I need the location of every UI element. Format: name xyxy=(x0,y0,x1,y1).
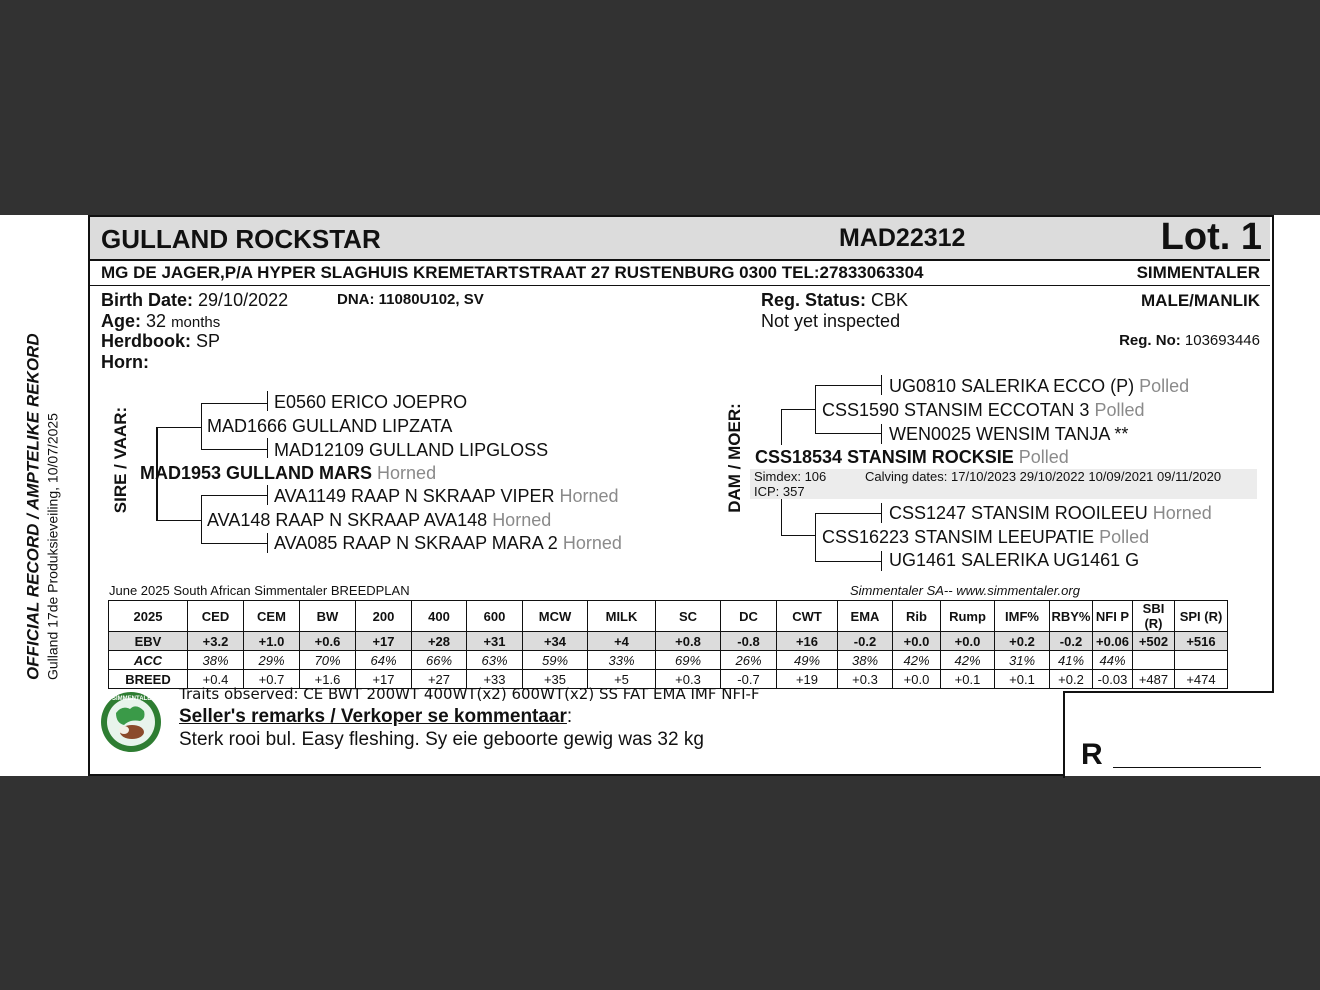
reserve-line xyxy=(1113,767,1261,768)
ebv-cell: +17 xyxy=(356,632,412,651)
ebv-cell: -0.2 xyxy=(838,632,893,651)
ebv-cell: +1.6 xyxy=(300,670,356,689)
dam-simdex: Simdex: 106 xyxy=(754,469,827,484)
reg-number: Reg. No: 103693446 xyxy=(1119,332,1260,349)
ebv-cell: +1.0 xyxy=(244,632,300,651)
ebv-cell: 63% xyxy=(467,651,523,670)
ebv-cell: SBI (R) xyxy=(1133,601,1175,632)
ebv-cell: +33 xyxy=(467,670,523,689)
ebv-cell: 26% xyxy=(721,651,777,670)
ebv-cell: 2025 xyxy=(109,601,188,632)
owner-bar xyxy=(90,261,1270,286)
dam-name: CSS18534 STANSIM ROCKSIE Polled xyxy=(755,447,1069,467)
ebv-cell: +3.2 xyxy=(188,632,244,651)
acc-row xyxy=(109,651,1228,670)
ebv-cell: +28 xyxy=(412,632,467,651)
ebv-cell: 42% xyxy=(941,651,995,670)
ebv-cell: +0.7 xyxy=(244,670,300,689)
ebv-cell: 400 xyxy=(412,601,467,632)
ebv-cell: 29% xyxy=(244,651,300,670)
ebv-cell: +0.0 xyxy=(893,632,941,651)
ebv-cell: 59% xyxy=(523,651,588,670)
ebv-cell: +0.8 xyxy=(656,632,721,651)
ebv-cell: 66% xyxy=(412,651,467,670)
ebv-cell: 49% xyxy=(777,651,838,670)
ebv-cell: 64% xyxy=(356,651,412,670)
ebv-cell: -0.03 xyxy=(1093,670,1133,689)
sale-label: Gulland 17de Produksieveiling, 10/07/2025 xyxy=(44,413,61,680)
ebv-cell: NFI P xyxy=(1093,601,1133,632)
dam-sire-dam: WEN0025 WENSIM TANJA ** xyxy=(889,424,1129,444)
ebv-cell: +0.1 xyxy=(995,670,1050,689)
reserve-box xyxy=(1063,691,1272,778)
ebv-cell: 31% xyxy=(995,651,1050,670)
simmentaler-logo xyxy=(100,691,162,753)
ebv-cell: CWT xyxy=(777,601,838,632)
ebv-cell: CEM xyxy=(244,601,300,632)
ebv-cell: +5 xyxy=(588,670,656,689)
traits-observed: Traits observed: CE BWT 200WT 400WT(x2) 600WT(x2) SS FAT EMA IMF NFI-F xyxy=(179,685,760,703)
dam-dam: CSS16223 STANSIM LEEUPATIE Polled xyxy=(822,527,1150,547)
ebv-cell: +19 xyxy=(777,670,838,689)
ebv-cell: +0.2 xyxy=(1050,670,1093,689)
ebv-cell: BREED xyxy=(109,670,188,689)
logo-text: SIMMENTALER xyxy=(112,696,156,702)
ebv-cell: -0.8 xyxy=(721,632,777,651)
ebv-cell: 38% xyxy=(838,651,893,670)
breedplan-title: June 2025 South African Simmentaler BREEDPLAN xyxy=(109,583,410,598)
ebv-cell: 44% xyxy=(1093,651,1133,670)
reg-status: Reg. Status: CBK xyxy=(761,290,909,310)
ebv-cell: +16 xyxy=(777,632,838,651)
ebv-cell: EBV xyxy=(109,632,188,651)
ebv-cell: DC xyxy=(721,601,777,632)
ebv-cell: IMF% xyxy=(995,601,1050,632)
ebv-header-row xyxy=(109,601,1228,632)
ebv-cell: +0.6 xyxy=(300,632,356,651)
ebv-cell: 70% xyxy=(300,651,356,670)
sire-dam-dam: AVA085 RAAP N SKRAAP MARA 2 Horned xyxy=(274,533,622,553)
dam-dam-dam: UG1461 SALERIKA UG1461 G xyxy=(889,550,1140,570)
horn-label: Horn: xyxy=(101,352,149,372)
ebv-cell: Rib xyxy=(893,601,941,632)
sex-label: MALE/MANLIK xyxy=(1141,291,1260,310)
ebv-cell: SPI (R) xyxy=(1175,601,1228,632)
ebv-cell: +502 xyxy=(1133,632,1175,651)
ebv-cell: +0.4 xyxy=(188,670,244,689)
sire-sire-sire: E0560 ERICO JOEPRO xyxy=(274,392,468,412)
ebv-cell: +0.06 xyxy=(1093,632,1133,651)
side-caption xyxy=(0,215,88,776)
ebv-cell: +0.3 xyxy=(656,670,721,689)
lot-card xyxy=(0,215,1320,776)
ebv-cell: MILK xyxy=(588,601,656,632)
sire-dam: AVA148 RAAP N SKRAAP AVA148 Horned xyxy=(207,510,552,530)
dam-sire-sire: UG0810 SALERIKA ECCO (P) Polled xyxy=(889,376,1190,396)
dam-label: DAM / MOER: xyxy=(725,403,744,513)
official-record-label: OFFICIAL RECORD / AMPTELIKE REKORD xyxy=(23,333,43,680)
ebv-cell xyxy=(1133,651,1175,670)
ebv-cell: Rump xyxy=(941,601,995,632)
birth-date: Birth Date: 29/10/2022 xyxy=(101,290,289,310)
ebv-cell: +27 xyxy=(412,670,467,689)
ebv-cell: 200 xyxy=(356,601,412,632)
sire-sire-dam: MAD12109 GULLAND LIPGLOSS xyxy=(274,440,549,460)
title-bar xyxy=(90,217,1270,261)
ebv-cell: SC xyxy=(656,601,721,632)
ebv-cell: +34 xyxy=(523,632,588,651)
ebv-cell: 41% xyxy=(1050,651,1093,670)
inspection-status: Not yet inspected xyxy=(761,311,901,331)
ebv-cell: +35 xyxy=(523,670,588,689)
animal-id: MAD22312 xyxy=(839,224,966,252)
ebv-cell: CED xyxy=(188,601,244,632)
ebv-cell: ACC xyxy=(109,651,188,670)
breed-name: SIMMENTALER xyxy=(1136,263,1260,282)
age: Age: 32 months xyxy=(101,311,221,331)
ebv-cell: 38% xyxy=(188,651,244,670)
ebv-cell: 33% xyxy=(588,651,656,670)
ebv-row xyxy=(109,632,1228,651)
ebv-cell: -0.2 xyxy=(1050,632,1093,651)
lot-number: Lot. 1 xyxy=(1160,216,1262,258)
sire-sire: MAD1666 GULLAND LIPZATA xyxy=(207,416,453,436)
ebv-cell: +516 xyxy=(1175,632,1228,651)
ebv-cell: +0.0 xyxy=(893,670,941,689)
ebv-cell: +0.2 xyxy=(995,632,1050,651)
ebv-cell: 600 xyxy=(467,601,523,632)
dna-info: DNA: 11080U102, SV xyxy=(337,291,484,308)
ebv-cell: +17 xyxy=(356,670,412,689)
animal-name: GULLAND ROCKSTAR xyxy=(101,224,381,254)
owner-details: MG DE JAGER,P/A HYPER SLAGHUIS KREMETARTSTRAAT 27 RUSTENBURG 0300 TEL:27833063304 xyxy=(101,263,924,282)
ebv-cell: 69% xyxy=(656,651,721,670)
dam-sire: CSS1590 STANSIM ECCOTAN 3 Polled xyxy=(822,400,1145,420)
ebv-cell: BW xyxy=(300,601,356,632)
ebv-cell: +0.1 xyxy=(941,670,995,689)
ebv-cell: 42% xyxy=(893,651,941,670)
herdbook: Herdbook: SP xyxy=(101,331,221,351)
remarks-text: Sterk rooi bul. Easy fleshing. Sy eie geboorte gewig was 32 kg xyxy=(179,729,704,750)
dam-calving-dates: Calving dates: 17/10/2023 29/10/2022 10/09/2021 09/11/2020 xyxy=(865,469,1222,484)
ebv-cell: MCW xyxy=(523,601,588,632)
reserve-label: R xyxy=(1081,738,1103,771)
remarks-heading: Seller's remarks / Verkoper se kommentaar: xyxy=(179,706,573,727)
ebv-cell: +487 xyxy=(1133,670,1175,689)
dam-dam-sire: CSS1247 STANSIM ROOILEEU Horned xyxy=(889,503,1212,523)
ebv-cell: -0.7 xyxy=(721,670,777,689)
sire-label: SIRE / VAAR: xyxy=(111,406,130,514)
sire-name: MAD1953 GULLAND MARS Horned xyxy=(140,463,437,483)
breedplan-site: Simmentaler SA-- www.simmentaler.org xyxy=(850,583,1080,598)
ebv-cell: RBY% xyxy=(1050,601,1093,632)
ebv-cell: +474 xyxy=(1175,670,1228,689)
ebv-cell: EMA xyxy=(838,601,893,632)
card-frame xyxy=(88,215,1272,776)
ebv-table xyxy=(108,600,1228,689)
ebv-cell: +4 xyxy=(588,632,656,651)
sire-dam-sire: AVA1149 RAAP N SKRAAP VIPER Horned xyxy=(274,486,619,506)
dam-icp: ICP: 357 xyxy=(754,484,805,499)
ebv-cell: +0.3 xyxy=(838,670,893,689)
ebv-cell: +0.0 xyxy=(941,632,995,651)
ebv-cell: +31 xyxy=(467,632,523,651)
ebv-cell xyxy=(1175,651,1228,670)
